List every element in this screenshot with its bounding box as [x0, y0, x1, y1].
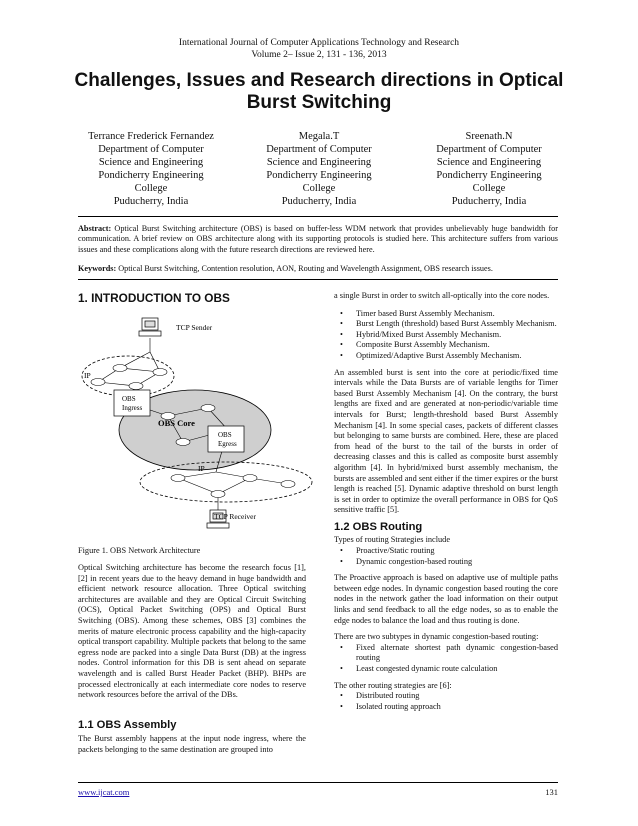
keywords-label: Keywords:	[78, 264, 117, 273]
right-column	[334, 291, 558, 712]
author-block-2	[224, 130, 414, 208]
author-inst: Pondicherry Engineering	[98, 170, 204, 181]
section-heading: 1.1 OBS Assembly	[78, 719, 177, 731]
author-inst: Pondicherry Engineering	[266, 170, 372, 181]
list-item: • Optimized/Adaptive Burst Assembly Mechanism.	[334, 351, 558, 362]
list-item: • Distributed routing	[334, 691, 558, 702]
paragraph: a single Burst in order to switch all-optically into the core nodes.	[334, 291, 550, 300]
list-item: • Composite Burst Assembly Mechanism.	[334, 340, 558, 351]
paragraph: An assembled burst is sent into the core at periodic/fixed time intervals while the Data Bursts are of variable lengths for Timer based Burst Assembly Mechanism [4]. On the contrary, the burst lengths are fixed and are generated at non-periodic/variable time intervals for Burst; length-threshold based Burst Assembly Mechanism [4]. In some special cases, packets of different classes but belonging to same bursts are combined. Here, these are placed from head of the burst to the tail of the bursts in order of decreasing classes and this is called as composite burst assembly algorithm [4]. In hybrid/mixed burst assembly mechanism, the bursts are assembled and sent either if the timer expires or the burst length is reached [5]. Dynamic adaptive threshold on burst length is set in order to optimize the overall performance in OBS for QoS sensitive traffic [5].	[334, 367, 558, 515]
journal-volume: Volume 2– Issue 2, 131 - 136, 2013	[251, 50, 387, 60]
author-inst: College	[472, 183, 506, 194]
author-place: Puducherry, India	[451, 196, 527, 207]
obs-ingress-label: Ingress	[122, 404, 143, 412]
assembly-paragraph	[78, 734, 306, 755]
journal-name: International Journal of Computer Applications Technology and Research	[178, 38, 460, 48]
author-place: Puducherry, India	[113, 196, 189, 207]
paragraph: The Proactive approach is based on adaptive use of multiple paths between edge nodes. In dynamic congestion based routing the core nodes in the network gather the load information on their output links and send feedback to all the edge nodes, so as to enable the edge nodes to balance the load and thus routing is done.	[334, 573, 558, 625]
author-dept: Department of Computer	[266, 144, 372, 155]
divider	[78, 216, 558, 217]
assembly-mechanism-list	[334, 309, 558, 362]
obs-core-label: OBS Core	[158, 418, 195, 428]
routing-strategy-list	[334, 546, 558, 567]
abstract-label: Abstract:	[78, 224, 112, 233]
section-heading: 1. INTRODUCTION TO OBS	[78, 291, 230, 305]
divider	[78, 279, 558, 280]
list-item: • Least congested dynamic route calculation	[334, 664, 558, 675]
list-item: • Dynamic congestion-based routing	[334, 557, 558, 568]
page-number: 131	[545, 787, 558, 797]
journal-header	[0, 37, 638, 61]
list-item: • Burst Length (threshold) based Burst Assembly Mechanism.	[334, 319, 558, 330]
obs-egress-label: OBS	[218, 431, 232, 439]
paper-title: Challenges, Issues and Research directions in Optical Burst Switching	[74, 70, 564, 113]
routing-subtype-list	[334, 643, 558, 675]
paragraph: Types of routing Strategies include	[334, 535, 451, 545]
author-inst: Pondicherry Engineering	[436, 170, 542, 181]
section-heading: 1.2 OBS Routing	[334, 520, 423, 533]
author-place: Puducherry, India	[281, 196, 357, 207]
ip-label: IP	[198, 464, 205, 473]
figure-caption: Figure 1. OBS Network Architecture	[78, 546, 201, 555]
author-inst: College	[302, 183, 336, 194]
author-name: Sreenath.N	[465, 131, 513, 142]
paragraph: The Burst assembly happens at the input node ingress, where the packets belonging to the same destination are grouped into	[78, 734, 306, 754]
keywords-text: Optical Burst Switching, Contention resolution, AON, Routing and Wavelength Assignment, OBS research issues.	[118, 264, 493, 273]
author-dept: Science and Engineering	[436, 157, 542, 168]
computer-icon	[139, 318, 161, 336]
author-block-1	[56, 130, 246, 208]
author-dept: Science and Engineering	[266, 157, 372, 168]
intro-paragraph	[78, 563, 306, 701]
obs-ingress-node	[114, 390, 150, 416]
list-item: • Fixed alternate shortest path dynamic congestion-based routing	[334, 643, 558, 664]
obs-architecture-diagram	[78, 312, 313, 542]
list-item: • Proactive/Static routing	[334, 546, 558, 557]
list-item: • Timer based Burst Assembly Mechanism.	[334, 309, 558, 320]
paragraph: The other routing strategies are [6]:	[334, 680, 452, 690]
ip-label: IP	[84, 371, 91, 380]
tcp-sender-label: TCP Sender	[176, 323, 213, 332]
obs-ingress-label: OBS	[122, 395, 136, 403]
keywords	[78, 264, 558, 274]
author-inst: College	[134, 183, 168, 194]
author-dept: Department of Computer	[98, 144, 204, 155]
journal-url-link[interactable]: www.ijcat.com	[78, 787, 130, 797]
author-dept: Department of Computer	[436, 144, 542, 155]
list-item: • Isolated routing approach	[334, 702, 558, 713]
author-block-3	[394, 130, 584, 208]
abstract-text: Optical Burst Switching architecture (OBS) is based on buffer-less WDM network that provides unbelievably huge bandwidth for communication. A brief review on OBS architecture along with its supporting protocols is studied here. This architecture suffers from various issues and these complications along with the future research directions are reviewed here.	[78, 224, 558, 254]
obs-egress-node	[208, 426, 244, 452]
paragraph: There are two subtypes in dynamic congestion-based routing:	[334, 632, 539, 642]
other-routing-list	[334, 691, 558, 712]
abstract	[78, 224, 558, 255]
footer-divider	[78, 782, 558, 783]
author-name: Megala.T	[298, 131, 340, 142]
list-item: • Hybrid/Mixed Burst Assembly Mechanism.	[334, 330, 558, 341]
author-dept: Science and Engineering	[98, 157, 204, 168]
obs-egress-label: Egress	[218, 440, 237, 448]
paragraph: Optical Switching architecture has become the research focus [1], [2] in recent years due to the heavy demand in huge bandwidth and efficient network resource allocation. Three Optical switching architectures are available and they are Optical Circuit Switching (OCS), Optical Packet Switching (OPS) and Optical Burst Switching (OBS). Among these schemes, OBS [3] combines the merits of mature electronic process capability and the high-capacity optical transport capability. Multiple packets that belong to the same egress node are packed into a single Data Burst (DB) at the ingress nodes. Control information for this DB is sent ahead on separate wavelength and is called Burst Header Packet (BHP). BHPs are processed electronically at each intermediate core nodes to reserve network resources before the arrival of the DBs.	[78, 563, 306, 700]
author-name: Terrance Frederick Fernandez	[88, 131, 214, 142]
tcp-receiver-label: TCP Receiver	[214, 512, 257, 521]
